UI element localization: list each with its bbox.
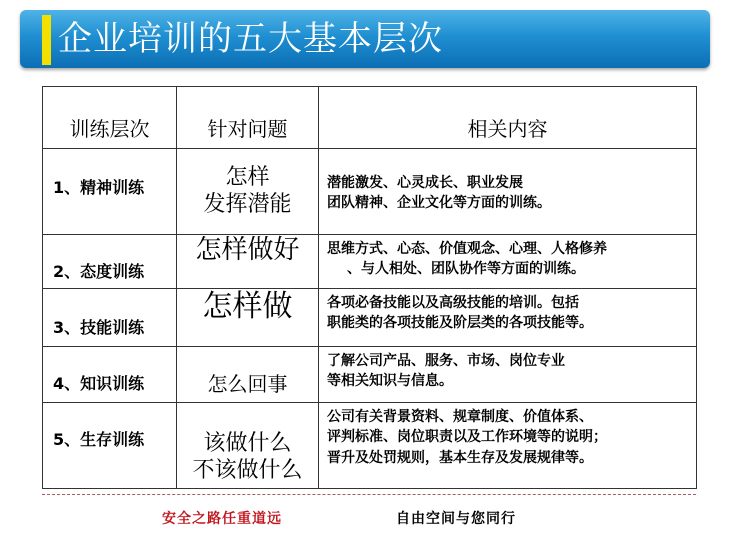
row-level: 3、技能训练 [43,289,177,347]
row-level: 4、知识训练 [43,347,177,403]
row-level: 2、态度训练 [43,235,177,289]
row-content [319,289,697,347]
content-line: 潜能激发、心灵成长、职业发展 [327,175,523,191]
content-line: 思维方式、心态、价值观念、心理、人格修养 [327,241,607,257]
row-issue [177,235,319,289]
issue-line: 不该做什么 [192,457,303,483]
title-accent-bar [42,15,51,65]
row-issue [177,289,319,347]
issue-line: 怎样做 [202,289,293,324]
content-line: 、与人相处、团队协作等方面的训练。 [347,261,585,278]
issue-line: 发挥潜能 [203,191,292,217]
content-line: 团队精神、企业文化等方面的训练。 [327,195,551,212]
row-level: 5、生存训练 [43,403,177,489]
header-issue: 针对问题 [177,87,319,149]
table-row [43,235,697,289]
header-level: 训练层次 [43,87,177,149]
content-line: 职能类的各项技能及阶层类的各项技能等。 [327,315,593,332]
row-content [319,403,697,489]
row-issue [177,149,319,235]
row-issue [177,403,319,489]
content-line: 评判标准、岗位职责以及工作环境等的说明； [327,429,607,446]
training-levels-table [42,86,697,489]
content-line: 各项必备技能以及高级技能的培训。包括 [327,295,579,311]
content-line: 公司有关背景资料、规章制度、价值体系、 [327,409,593,425]
issue-line: 怎样 [225,165,270,191]
table-header-row [43,87,697,149]
content-line: 了解公司产品、服务、市场、岗位专业 [327,353,565,369]
row-content [319,347,697,403]
footer-slogan-left: 安全之路任重道远 [162,511,282,527]
table-row [43,347,697,403]
footer-slogan-right: 自由空间与您同行 [396,511,516,527]
footer-divider [42,494,696,495]
table-row [43,403,697,489]
issue-line: 怎么回事 [207,372,288,396]
issue-line: 该做什么 [203,431,292,457]
row-content [319,149,697,235]
row-level: 1、精神训练 [43,149,177,235]
slide-title: 企业培训的五大基本层次 [58,19,443,59]
content-line: 晋升及处罚规则，基本生存及发展规律等。 [327,449,593,466]
content-line: 等相关知识与信息。 [327,373,453,390]
row-issue [177,347,319,403]
table-row [43,149,697,235]
table-row [43,289,697,347]
header-content: 相关内容 [319,87,697,149]
row-content [319,235,697,289]
issue-line: 怎样做好 [195,235,300,265]
